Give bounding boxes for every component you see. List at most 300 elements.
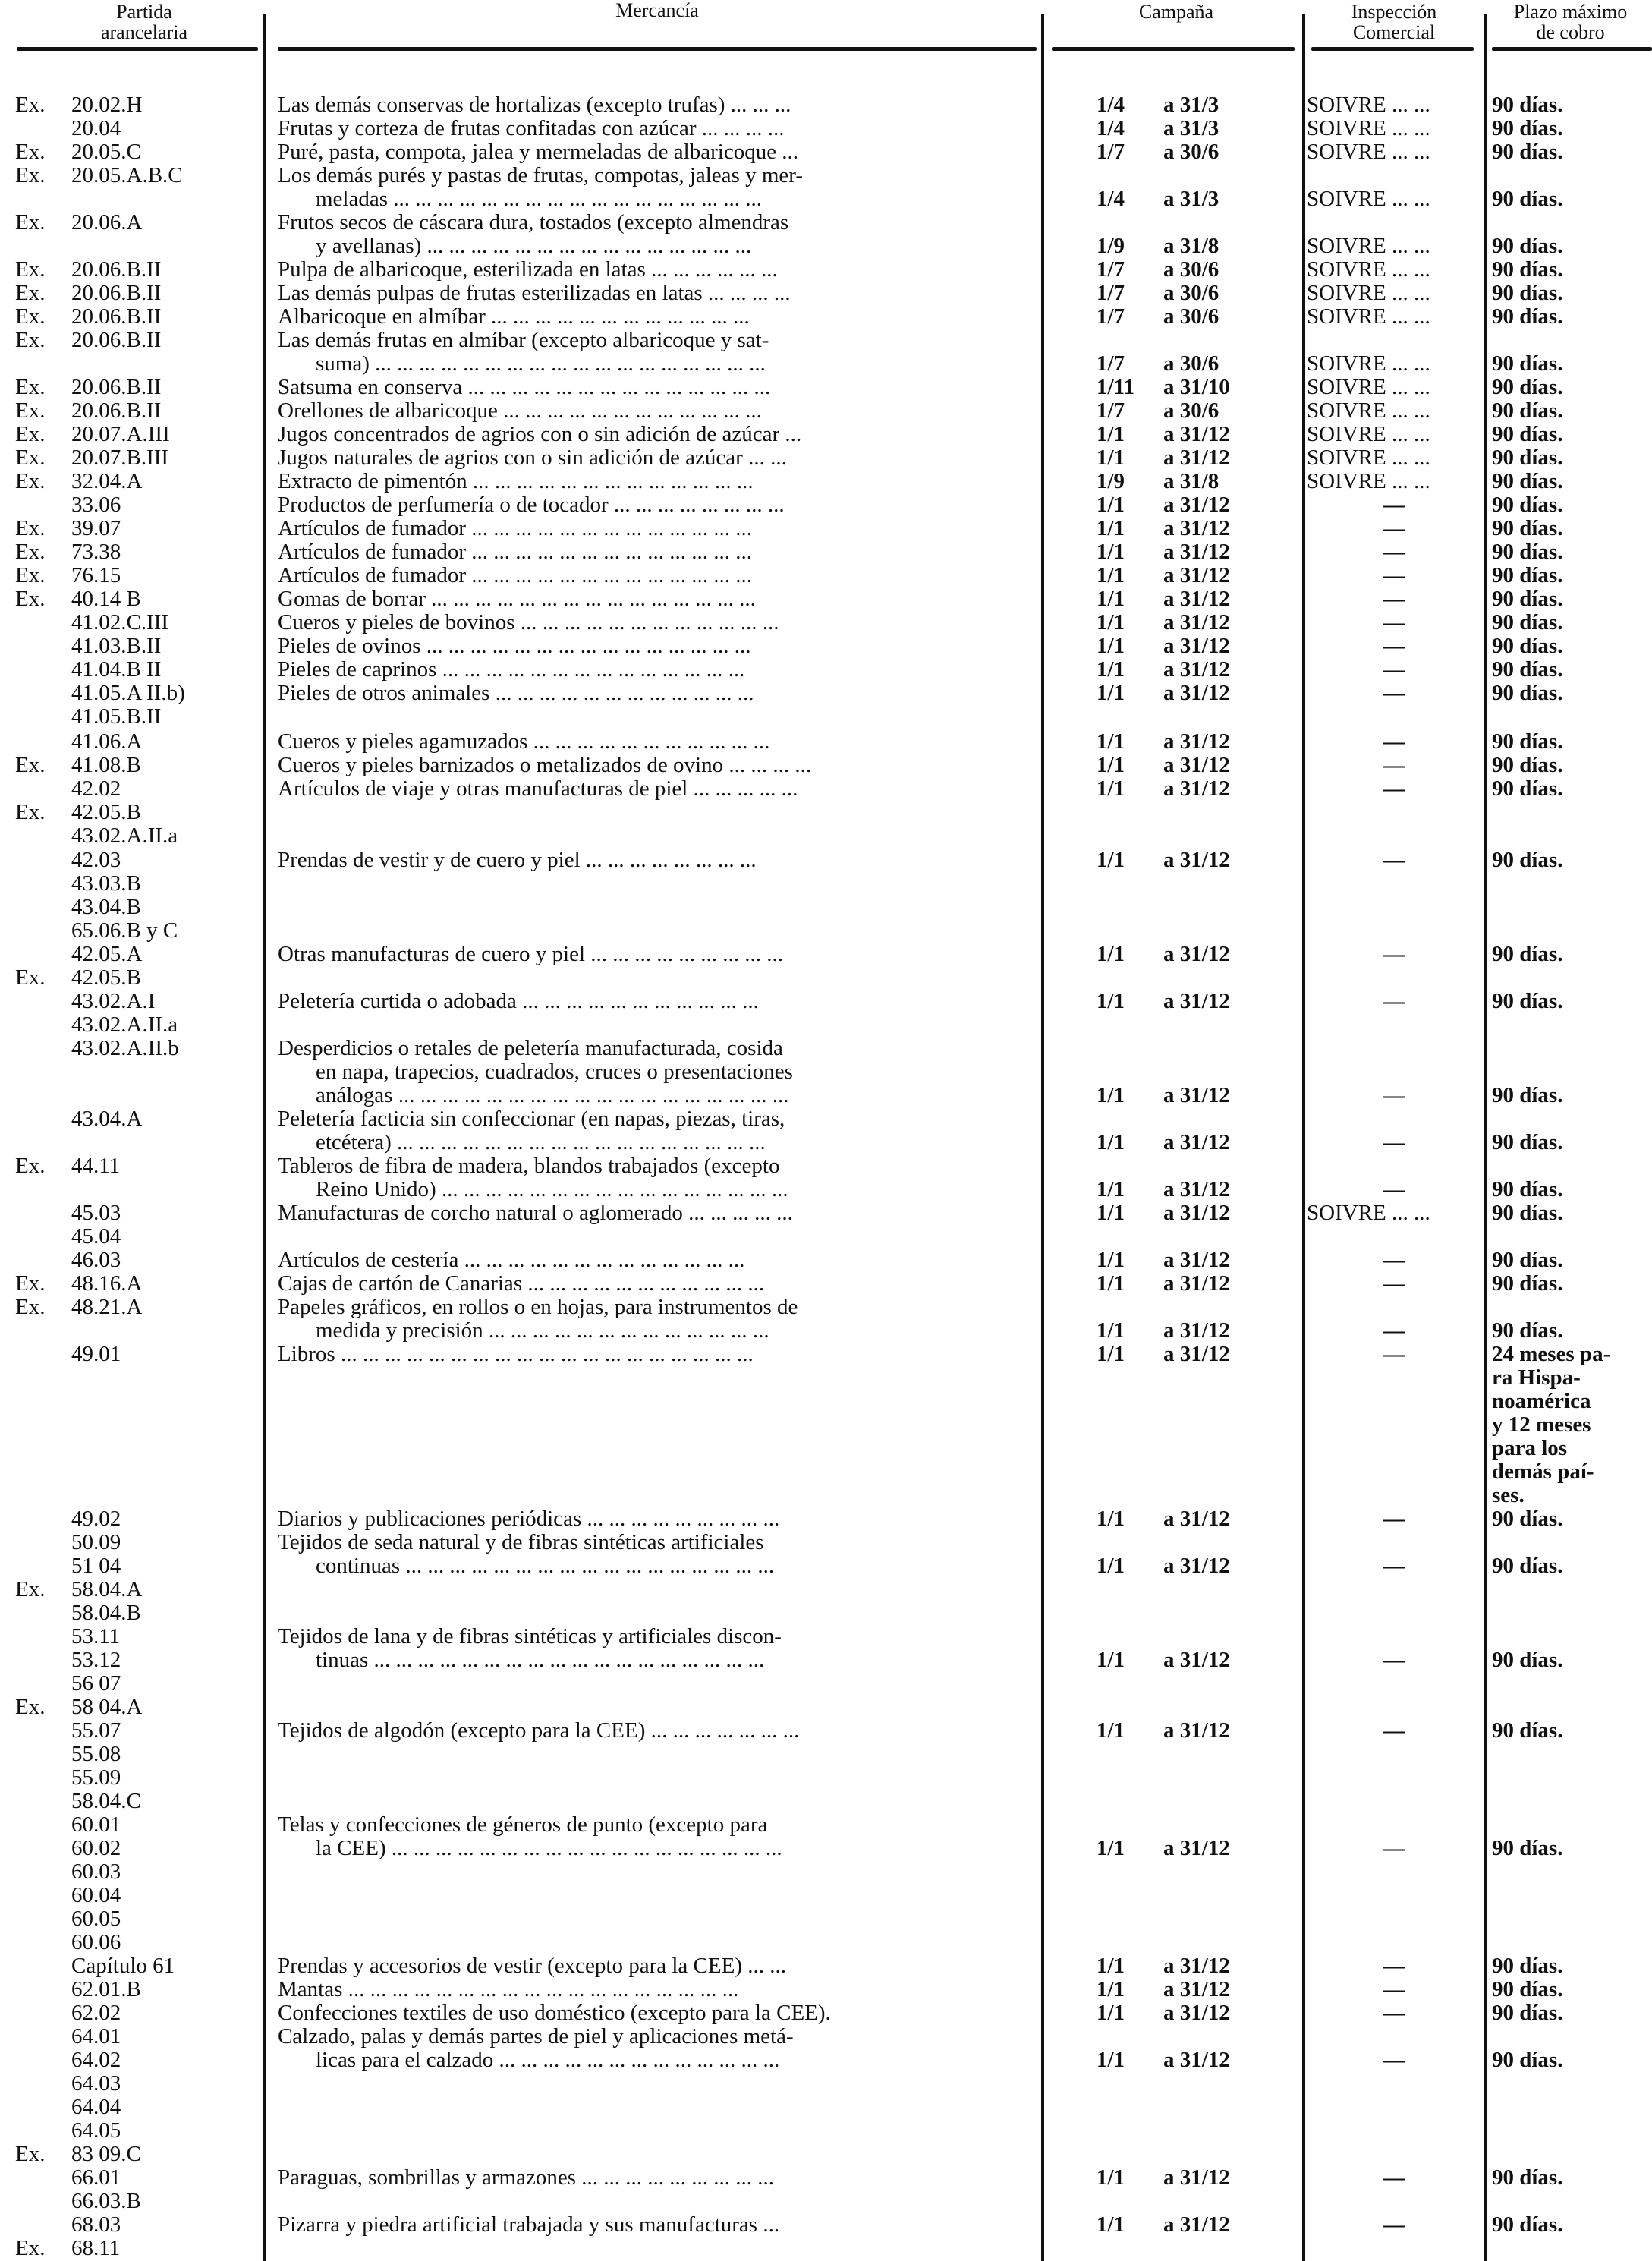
campana-period xyxy=(1097,352,1294,376)
campana-to: a 30/6 xyxy=(1163,140,1219,164)
inspeccion-value: SOIVRE ... ... xyxy=(1307,234,1430,258)
campana-from: 1/7 xyxy=(1097,398,1125,423)
header-rule-inspeccion xyxy=(1311,47,1474,51)
mercancia-description xyxy=(278,564,1037,587)
partida-code xyxy=(15,376,266,399)
inspeccion-value: — xyxy=(1383,610,1405,635)
mercancia-line: Libros ... ... ... ... ... ... ... ... ... ... ... ... ... ... ... ... ... ... ... xyxy=(278,1343,754,1366)
campana-period xyxy=(1097,1719,1294,1743)
plazo-value xyxy=(1492,93,1647,117)
campana-from: 1/1 xyxy=(1097,942,1125,966)
plazo-value xyxy=(1492,635,1647,658)
partida-ex-prefix: Ex. xyxy=(15,304,46,329)
partida-code xyxy=(15,211,266,235)
campana-from: 1/1 xyxy=(1097,1507,1125,1531)
partida-code xyxy=(15,1343,266,1366)
campana-period xyxy=(1097,1178,1294,1201)
partida-code-value: 43.02.A.II.a xyxy=(71,1012,178,1037)
inspeccion-value: SOIVRE ... ... xyxy=(1307,257,1430,282)
plazo-value xyxy=(1492,1178,1647,1201)
plazo-line: 90 días. xyxy=(1492,516,1563,540)
plazo-value xyxy=(1492,187,1647,211)
campana-from: 1/1 xyxy=(1097,1248,1125,1272)
partida-code-value: 64.02 xyxy=(71,2048,121,2072)
mercancia-description xyxy=(278,730,1037,754)
plazo-value xyxy=(1492,1131,1647,1154)
partida-code-value: 73.38 xyxy=(71,540,121,564)
mercancia-description xyxy=(278,1625,1037,1672)
inspeccion-value: SOIVRE ... ... xyxy=(1307,93,1430,117)
mercancia-line: Artículos de fumador ... ... ... ... ... ... ... ... ... ... ... ... ... xyxy=(278,564,753,587)
header-plazo xyxy=(1489,2,1652,43)
campana-period xyxy=(1097,305,1294,329)
mercancia-description xyxy=(278,1272,1037,1296)
campana-period xyxy=(1097,990,1294,1013)
mercancia-line: y avellanas) ... ... ... ... ... ... ... ... ... ... ... ... ... ... ... xyxy=(316,235,752,258)
campana-period xyxy=(1097,1272,1294,1296)
partida-code-value: 55.07 xyxy=(71,1718,121,1743)
campana-from: 1/7 xyxy=(1097,281,1125,305)
partida-ex-prefix: Ex. xyxy=(15,1154,46,1178)
campana-period xyxy=(1097,1249,1294,1272)
partida-code-value: 32.04.A xyxy=(71,469,143,493)
plazo-line: ra Hispa- xyxy=(1492,1365,1581,1390)
partida-code xyxy=(15,423,266,446)
plazo-line: 90 días. xyxy=(1492,304,1563,329)
mercancia-description xyxy=(278,282,1037,305)
campana-to: a 31/3 xyxy=(1163,187,1219,211)
plazo-line: 90 días. xyxy=(1492,187,1563,211)
mercancia-description xyxy=(278,943,1037,966)
mercancia-line: Cueros y pieles de bovinos ... ... ... ... ... ... ... ... ... ... ... ... xyxy=(278,611,779,635)
plazo-value xyxy=(1492,1554,1647,1578)
partida-code xyxy=(15,1249,266,1272)
plazo-line: 90 días. xyxy=(1492,375,1563,399)
partida-code-value: 49.02 xyxy=(71,1507,121,1531)
inspeccion-value: SOIVRE ... ... xyxy=(1307,140,1430,164)
partida-ex-prefix: Ex. xyxy=(15,446,46,470)
partida-code-value: 60.06 xyxy=(71,1930,121,1954)
partida-code xyxy=(15,2025,266,2048)
plazo-value xyxy=(1492,2048,1647,2072)
partida-code xyxy=(15,2119,266,2143)
campana-from: 1/1 xyxy=(1097,2048,1125,2072)
campana-from: 1/9 xyxy=(1097,234,1125,258)
plazo-line: 90 días. xyxy=(1492,1954,1563,1978)
header-inspeccion-line1: Inspección xyxy=(1351,1,1437,23)
mercancia-line: Orellones de albaricoque ... ... ... ... ... ... ... ... ... ... ... ... xyxy=(278,399,762,423)
campana-to: a 31/3 xyxy=(1163,93,1219,117)
divider-inspeccion-plazo xyxy=(1484,14,1487,2261)
campana-from: 1/1 xyxy=(1097,657,1125,682)
campana-to: a 31/12 xyxy=(1163,2048,1230,2072)
partida-code-value: 64.03 xyxy=(71,2071,121,2096)
partida-ex-prefix: Ex. xyxy=(15,281,46,305)
header-inspeccion-line2: Comercial xyxy=(1352,21,1436,43)
plazo-line: 90 días. xyxy=(1492,398,1563,423)
partida-code xyxy=(15,1554,266,1578)
campana-from: 1/1 xyxy=(1097,1177,1125,1201)
partida-code xyxy=(15,1860,266,1884)
plazo-line: 90 días. xyxy=(1492,1554,1563,1578)
partida-code xyxy=(15,282,266,305)
partida-ex-prefix: Ex. xyxy=(15,210,46,235)
partida-code-value: 41.02.C.III xyxy=(71,610,169,635)
campana-to: a 31/12 xyxy=(1163,1318,1230,1343)
inspeccion-value: — xyxy=(1383,1554,1405,1578)
partida-code-value: 45.03 xyxy=(71,1201,121,1225)
campana-to: a 30/6 xyxy=(1163,398,1219,423)
campana-to: a 31/12 xyxy=(1163,942,1230,966)
mercancia-line: Pulpa de albaricoque, esterilizada en latas ... ... ... ... ... ... xyxy=(278,258,778,282)
mercancia-line: Manufacturas de corcho natural o aglomerado ... ... ... ... ... xyxy=(278,1201,793,1225)
partida-ex-prefix: Ex. xyxy=(15,516,46,540)
partida-code xyxy=(15,1037,266,1060)
partida-code xyxy=(15,1507,266,1531)
plazo-line: 90 días. xyxy=(1492,1648,1563,1672)
partida-code-value: 20.06.B.II xyxy=(71,328,162,352)
campana-period xyxy=(1097,376,1294,399)
campana-to: a 31/12 xyxy=(1163,540,1230,564)
plazo-value xyxy=(1492,611,1647,635)
mercancia-line: tinuas ... ... ... ... ... ... ... ... ... ... ... ... ... ... ... ... ... ... xyxy=(316,1649,765,1672)
mercancia-line: suma) ... ... ... ... ... ... ... ... ... ... ... ... ... ... ... ... ... ... xyxy=(316,352,766,376)
campana-to: a 31/12 xyxy=(1163,1648,1230,1672)
mercancia-description xyxy=(278,540,1037,564)
campana-from: 1/1 xyxy=(1097,634,1125,658)
inspeccion-value: SOIVRE ... ... xyxy=(1307,304,1430,329)
mercancia-description xyxy=(278,658,1037,682)
mercancia-line: Cajas de cartón de Canarias ... ... ... ... ... ... ... ... ... ... ... xyxy=(278,1272,765,1296)
plazo-value xyxy=(1492,493,1647,517)
mercancia-line: Las demás conservas de hortalizas (excepto trufas) ... ... ... xyxy=(278,93,791,117)
plazo-value xyxy=(1492,730,1647,754)
mercancia-line: Pizarra y piedra artificial trabajada y sus manufacturas ... xyxy=(278,2213,780,2237)
partida-ex-prefix: Ex. xyxy=(15,563,46,587)
mercancia-description xyxy=(278,211,1037,258)
mercancia-description xyxy=(278,682,1037,705)
campana-from: 1/1 xyxy=(1097,2212,1125,2237)
campana-period xyxy=(1097,1201,1294,1225)
partida-code-value: 20.02.H xyxy=(71,93,143,117)
plazo-value xyxy=(1492,849,1647,872)
mercancia-line: Jugos concentrados de agrios con o sin adición de azúcar ... xyxy=(278,423,802,446)
partida-ex-prefix: Ex. xyxy=(15,140,46,164)
plazo-value xyxy=(1492,1249,1647,1272)
plazo-line: 90 días. xyxy=(1492,116,1563,140)
campana-to: a 31/12 xyxy=(1163,1977,1230,2001)
plazo-value xyxy=(1492,943,1647,966)
partida-code xyxy=(15,493,266,517)
plazo-line: 90 días. xyxy=(1492,1248,1563,1272)
campana-from: 1/7 xyxy=(1097,351,1125,376)
mercancia-line: Prendas y accesorios de vestir (excepto para la CEE) ... ... xyxy=(278,1954,786,1978)
campana-from: 1/4 xyxy=(1097,93,1125,117)
campana-period xyxy=(1097,2166,1294,2190)
partida-code-value: 41.08.B xyxy=(71,753,141,777)
mercancia-line: Reino Unido) ... ... ... ... ... ... ... ... ... ... ... ... ... ... ... ... xyxy=(316,1178,788,1201)
partida-code xyxy=(15,1696,266,1719)
plazo-value xyxy=(1492,423,1647,446)
partida-code xyxy=(15,2001,266,2025)
partida-code xyxy=(15,1931,266,1954)
mercancia-line: en napa, trapecios, cuadrados, cruces o presentaciones xyxy=(316,1060,793,1084)
plazo-line: 90 días. xyxy=(1492,281,1563,305)
mercancia-line: Telas y confecciones de géneros de punto (excepto para xyxy=(278,1813,768,1837)
partida-code-value: 42.05.B xyxy=(71,800,141,824)
campana-period xyxy=(1097,2001,1294,2025)
partida-code-value: 66.03.B xyxy=(71,2189,141,2213)
inspeccion-value: — xyxy=(1383,1342,1405,1366)
inspeccion-value: — xyxy=(1383,587,1405,611)
mercancia-description xyxy=(278,1343,1037,1366)
campana-from: 1/4 xyxy=(1097,187,1125,211)
mercancia-line: Las demás pulpas de frutas esterilizadas en latas ... ... ... ... xyxy=(278,282,791,305)
partida-code-value: 46.03 xyxy=(71,1248,121,1272)
plazo-line: 90 días. xyxy=(1492,140,1563,164)
mercancia-line: Puré, pasta, compota, jalea y mermeladas de albaricoque ... xyxy=(278,140,799,164)
inspeccion-value: SOIVRE ... ... xyxy=(1307,422,1430,446)
campana-period xyxy=(1097,2048,1294,2072)
campana-from: 1/1 xyxy=(1097,1201,1125,1225)
partida-code xyxy=(15,1743,266,1766)
campana-to: a 31/12 xyxy=(1163,681,1230,705)
campana-period xyxy=(1097,943,1294,966)
partida-code-value: 56 07 xyxy=(71,1671,121,1696)
campana-to: a 31/12 xyxy=(1163,848,1230,872)
campana-to: a 31/12 xyxy=(1163,446,1230,470)
plazo-line: 90 días. xyxy=(1492,2212,1563,2237)
divider-campana-inspeccion xyxy=(1302,14,1305,2261)
campana-to: a 31/12 xyxy=(1163,2165,1230,2190)
mercancia-description xyxy=(278,2166,1037,2190)
inspeccion-value: — xyxy=(1383,634,1405,658)
campana-from: 1/1 xyxy=(1097,540,1125,564)
divider-mercancia-campana xyxy=(1041,14,1044,2261)
mercancia-description xyxy=(278,1201,1037,1225)
header-mercancia-line1: Mercancía xyxy=(615,0,699,21)
campana-from: 1/1 xyxy=(1097,1977,1125,2001)
partida-code xyxy=(15,849,266,872)
header-rule-campana xyxy=(1052,47,1295,51)
campana-to: a 31/12 xyxy=(1163,1718,1230,1743)
campana-period xyxy=(1097,493,1294,517)
partida-code-value: 50.09 xyxy=(71,1530,121,1554)
partida-code xyxy=(15,658,266,682)
inspeccion-value: — xyxy=(1383,1130,1405,1154)
partida-code xyxy=(15,824,266,848)
partida-code xyxy=(15,896,266,919)
campana-period xyxy=(1097,1978,1294,2001)
campana-period xyxy=(1097,517,1294,540)
campana-period xyxy=(1097,540,1294,564)
plazo-value xyxy=(1492,1201,1647,1225)
inspeccion-value: — xyxy=(1383,753,1405,777)
inspeccion-value: — xyxy=(1383,1648,1405,1672)
plazo-line: 90 días. xyxy=(1492,681,1563,705)
partida-code-value: 41.05.B.II xyxy=(71,704,162,729)
partida-code xyxy=(15,470,266,493)
partida-code xyxy=(15,1013,266,1037)
inspeccion-value: SOIVRE ... ... xyxy=(1307,375,1430,399)
partida-code xyxy=(15,2166,266,2190)
campana-period xyxy=(1097,258,1294,282)
partida-code xyxy=(15,2048,266,2072)
partida-code xyxy=(15,329,266,352)
plazo-line: 90 días. xyxy=(1492,1201,1563,1225)
mercancia-description xyxy=(278,990,1037,1013)
campana-to: a 31/12 xyxy=(1163,516,1230,540)
mercancia-line: Productos de perfumería o de tocador ... ... ... ... ... ... ... ... xyxy=(278,493,785,517)
partida-code-value: 43.03.B xyxy=(71,871,141,896)
partida-code-value: 58 04.A xyxy=(71,1695,143,1719)
partida-code-value: 42.03 xyxy=(71,848,121,872)
mercancia-line: Diarios y publicaciones periódicas ... ... ... ... ... ... ... ... ... xyxy=(278,1507,780,1531)
campana-period xyxy=(1097,1319,1294,1343)
campana-period xyxy=(1097,1084,1294,1107)
inspeccion-value: SOIVRE ... ... xyxy=(1307,469,1430,493)
plazo-line: noamérica xyxy=(1492,1389,1591,1413)
campana-from: 1/1 xyxy=(1097,1130,1125,1154)
partida-code xyxy=(15,1272,266,1296)
mercancia-description xyxy=(278,305,1037,329)
partida-code xyxy=(15,1649,266,1672)
partida-code-value: 20.06.B.II xyxy=(71,257,162,282)
mercancia-line: Calzado, palas y demás partes de piel y aplicaciones metá- xyxy=(278,2025,794,2048)
partida-code xyxy=(15,1601,266,1625)
partida-code-value: 41.06.A xyxy=(71,729,143,754)
mercancia-line: Prendas de vestir y de cuero y piel ... ... ... ... ... ... ... ... xyxy=(278,849,757,872)
partida-code xyxy=(15,258,266,282)
campana-from: 1/1 xyxy=(1097,1342,1125,1366)
mercancia-description xyxy=(278,1954,1037,1978)
partida-code-value: 20.04 xyxy=(71,116,121,140)
mercancia-description xyxy=(278,1978,1037,2001)
mercancia-line: Artículos de cestería ... ... ... ... ... ... ... ... ... ... ... ... ... xyxy=(278,1249,745,1272)
mercancia-description xyxy=(278,611,1037,635)
plazo-line: 90 días. xyxy=(1492,610,1563,635)
campana-period xyxy=(1097,849,1294,872)
partida-ex-prefix: Ex. xyxy=(15,1271,46,1296)
campana-from: 1/1 xyxy=(1097,610,1125,635)
campana-from: 1/1 xyxy=(1097,776,1125,801)
partida-ex-prefix: Ex. xyxy=(15,2236,46,2260)
plazo-value xyxy=(1492,1084,1647,1107)
partida-code-value: 76.15 xyxy=(71,563,121,587)
partida-code xyxy=(15,1296,266,1319)
plazo-line: para los xyxy=(1492,1436,1568,1460)
plazo-line: 90 días. xyxy=(1492,1318,1563,1343)
partida-ex-prefix: Ex. xyxy=(15,2142,46,2166)
mercancia-line: Pieles de ovinos ... ... ... ... ... ... ... ... ... ... ... ... ... ... ... xyxy=(278,635,751,658)
campana-to: a 31/12 xyxy=(1163,1248,1230,1272)
partida-code-value: 43.02.A.I xyxy=(71,989,156,1013)
partida-code-value: 58.04.C xyxy=(71,1789,141,1813)
mercancia-line: Cueros y pieles barnizados o metalizados de ovino ... ... ... ... xyxy=(278,754,812,777)
header-campana-line1: Campaña xyxy=(1138,1,1214,23)
mercancia-description xyxy=(278,258,1037,282)
campana-to: a 31/12 xyxy=(1163,1554,1230,1578)
campana-to: a 30/6 xyxy=(1163,351,1219,376)
campana-to: a 31/12 xyxy=(1163,753,1230,777)
inspeccion-value: — xyxy=(1383,2212,1405,2237)
mercancia-description xyxy=(278,754,1037,777)
mercancia-line: Satsuma en conserva ... ... ... ... ... ... ... ... ... ... ... ... ... ... xyxy=(278,376,771,399)
partida-code-value: 64.01 xyxy=(71,2024,121,2048)
partida-code-value: 60.02 xyxy=(71,1836,121,1860)
inspeccion-value: — xyxy=(1383,989,1405,1013)
inspeccion-value: — xyxy=(1383,1954,1405,1978)
campana-period xyxy=(1097,777,1294,801)
campana-period xyxy=(1097,117,1294,140)
plazo-value xyxy=(1492,540,1647,564)
partida-code-value: 33.06 xyxy=(71,493,121,517)
mercancia-line: etcétera) ... ... ... ... ... ... ... ... ... ... ... ... ... ... ... ... ... xyxy=(316,1131,766,1154)
plazo-value xyxy=(1492,446,1647,470)
partida-code xyxy=(15,517,266,540)
mercancia-line: Pieles de caprinos ... ... ... ... ... ... ... ... ... ... ... ... ... ... xyxy=(278,658,745,682)
campana-to: a 31/12 xyxy=(1163,493,1230,517)
plazo-value xyxy=(1492,1272,1647,1296)
plazo-value xyxy=(1492,587,1647,611)
mercancia-line: Peletería curtida o adobada ... ... ... ... ... ... ... ... ... ... ... xyxy=(278,990,759,1013)
inspeccion-value: — xyxy=(1383,540,1405,564)
inspeccion-value: — xyxy=(1383,1977,1405,2001)
header-rule-partida xyxy=(17,47,258,51)
partida-code-value: 66.01 xyxy=(71,2165,121,2190)
partida-code xyxy=(15,966,266,990)
campana-to: a 31/12 xyxy=(1163,610,1230,635)
plazo-value xyxy=(1492,140,1647,164)
plazo-value xyxy=(1492,376,1647,399)
partida-code xyxy=(15,2143,266,2166)
mercancia-description xyxy=(278,1249,1037,1272)
campana-from: 1/11 xyxy=(1097,375,1134,399)
partida-code xyxy=(15,2190,266,2213)
plazo-value xyxy=(1492,1507,1647,1531)
campana-period xyxy=(1097,658,1294,682)
partida-ex-prefix: Ex. xyxy=(15,257,46,282)
campana-to: a 31/10 xyxy=(1163,375,1230,399)
partida-code-value: 20.07.A.III xyxy=(71,422,170,446)
partida-code-value: 41.04.B II xyxy=(71,657,162,682)
campana-period xyxy=(1097,399,1294,423)
partida-code xyxy=(15,730,266,754)
inspeccion-value: — xyxy=(1383,2165,1405,2190)
partida-code-value: 53.11 xyxy=(71,1624,121,1649)
campana-from: 1/4 xyxy=(1097,116,1125,140)
plazo-value xyxy=(1492,305,1647,329)
partida-code xyxy=(15,93,266,117)
header-rule-mercancia xyxy=(278,47,1037,51)
campana-from: 1/1 xyxy=(1097,989,1125,1013)
campana-from: 1/1 xyxy=(1097,848,1125,872)
inspeccion-value: — xyxy=(1383,2001,1405,2025)
plazo-line: 90 días. xyxy=(1492,93,1563,117)
partida-code-value: 65.06.B y C xyxy=(71,918,178,943)
campana-period xyxy=(1097,1954,1294,1978)
mercancia-description xyxy=(278,493,1037,517)
inspeccion-value: SOIVRE ... ... xyxy=(1307,187,1430,211)
mercancia-line: Tableros de fibra de madera, blandos trabajados (excepto xyxy=(278,1154,780,1178)
campana-period xyxy=(1097,1649,1294,1672)
partida-code-value: 20.07.B.III xyxy=(71,446,169,470)
inspeccion-value: — xyxy=(1383,942,1405,966)
plazo-line: 90 días. xyxy=(1492,422,1563,446)
inspeccion-value: — xyxy=(1383,1177,1405,1201)
partida-ex-prefix: Ex. xyxy=(15,422,46,446)
mercancia-description xyxy=(278,1296,1037,1343)
